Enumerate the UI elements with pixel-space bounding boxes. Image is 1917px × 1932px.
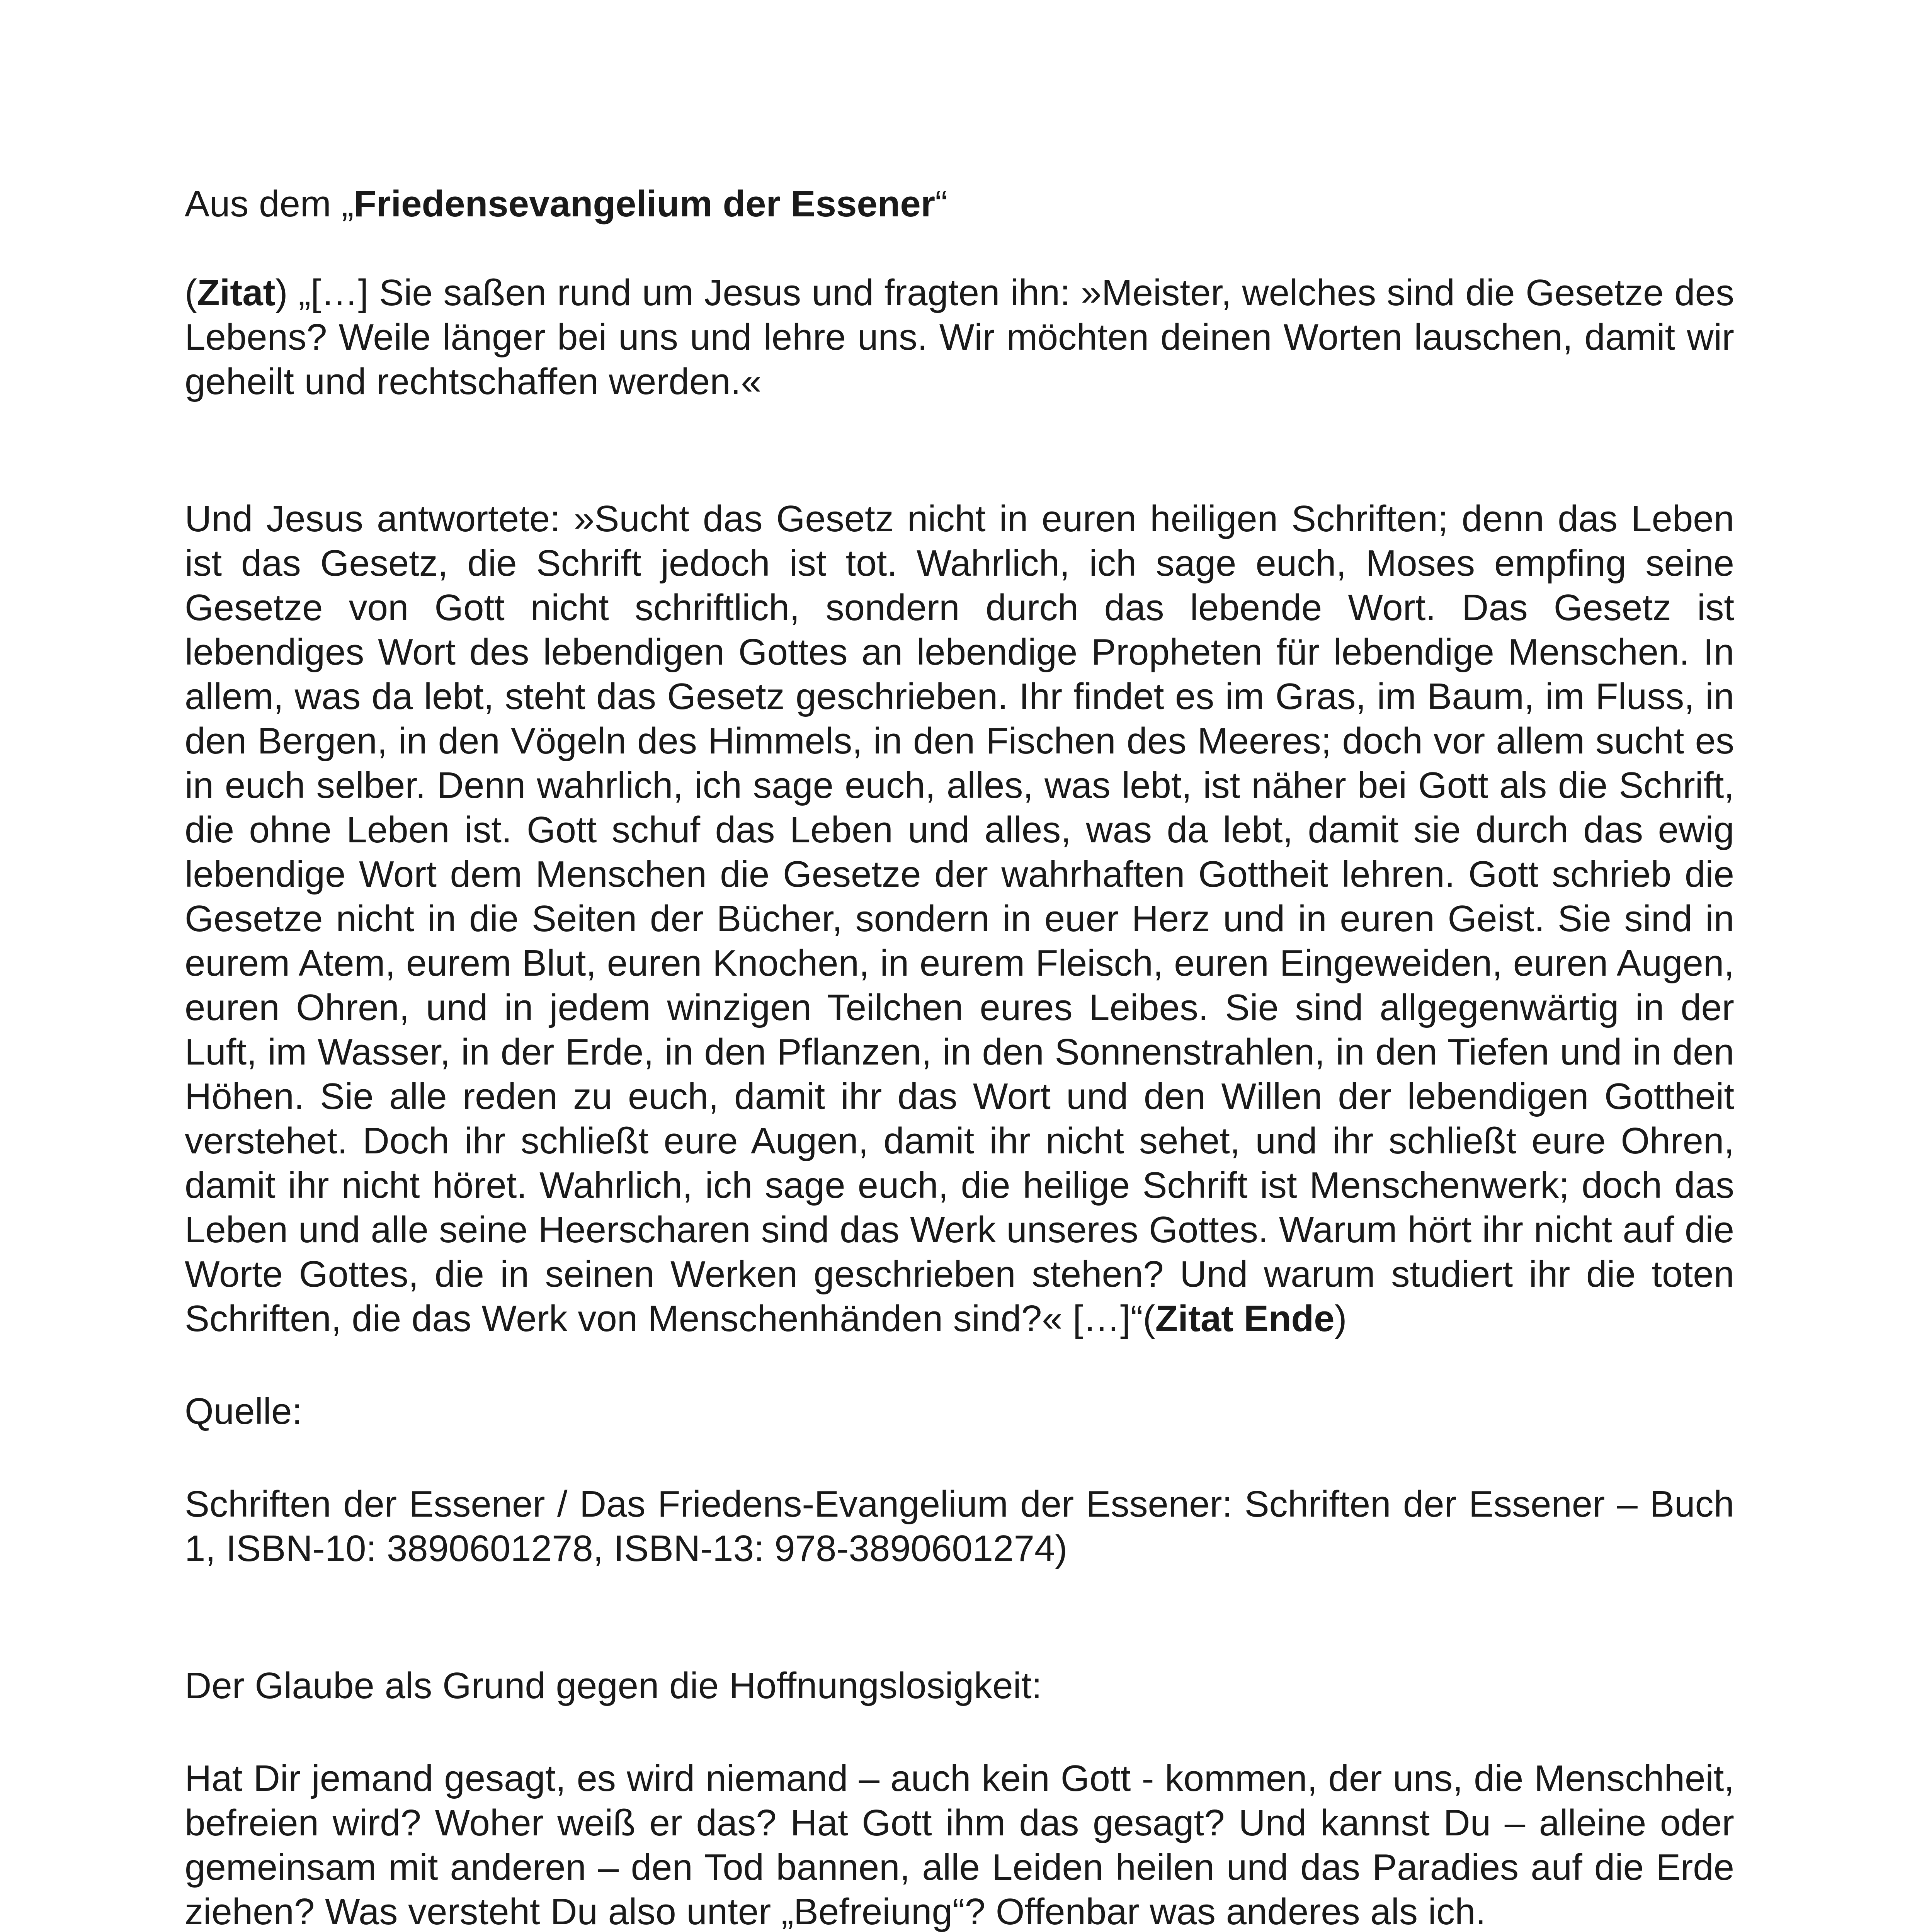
document-body [185,182,1734,1932]
quote-intro-paragraph [185,270,1734,404]
heading-suffix: “ [935,183,948,224]
quote-end-label: Zitat Ende [1155,1298,1335,1339]
source-label: Quelle: [185,1391,303,1432]
document-heading [185,182,1734,226]
faith-heading: Der Glaube als Grund gegen die Hoffnungslosigkeit: [185,1665,1042,1706]
quote-intro-text: ) „[…] Sie saßen rund um Jesus und fragten ihn: »Meister, welches sind die Gesetze des Lebens? Weile länger bei uns und lehre uns. Wir möchten deinen Worten lauschen, damit wir geheilt und rechtschaffen werden.« [185,272,1734,402]
quote-main-text: Und Jesus antwortete: »Sucht das Gesetz nicht in euren heiligen Schriften; denn das Leben ist das Gesetz, die Schrift jedoch ist tot. Wahrlich, ich sage euch, Moses empfing seine Gesetze von Gott nicht schriftlich, sondern durch das lebende Wort. Das Gesetz ist lebendiges Wort des lebendigen Gottes an lebendige Propheten für lebendige Menschen. In allem, was da lebt, steht das Gesetz geschrieben. Ihr findet es im Gras, im Baum, im Fluss, in den Bergen, in den Vögeln des Himmels, in den Fischen des Meeres; doch vor allem sucht es in euch selber. Denn wahrlich, ich sage euch, alles, was lebt, ist näher bei Gott als die Schrift, die ohne Leben ist. Gott schuf das Leben und alles, was da lebt, damit sie durch das ewig lebendige Wort dem Menschen die Gesetze der wahrhaften Gottheit lehren. Gott schrieb die Gesetze nicht in die Seiten der Bücher, sondern in euer Herz und in euren Geist. Sie sind in eurem Atem, eurem Blut, euren Knochen, in eurem Fleisch, euren Eingeweiden, euren Augen, euren Ohren, und in jedem winzigen Teilchen eures Leibes. Sie sind allgegenwärtig in der Luft, im Wasser, in der Erde, in den Pflanzen, in den Sonnenstrahlen, in den Tiefen und in den Höhen. Sie alle reden zu euch, damit ihr das Wort und den Willen der lebendigen Gottheit verstehet. Doch ihr schließt eure Augen, damit ihr nicht sehet, und ihr schließt eure Ohren, damit ihr nicht höret. Wahrlich, ich sage euch, die heilige Schrift ist Menschenwerk; doch das Leben und alle seine Heerscharen sind das Werk unseres Gottes. Warum hört ihr nicht auf die Worte Gottes, die in seinen Werken geschrieben stehen? Und warum studiert ihr die toten Schriften, die das Werk von Menschenhänden sind?« […]“( [185,498,1734,1339]
faith-paragraph: Hat Dir jemand gesagt, es wird niemand – auch kein Gott - kommen, der uns, die Menschheit, befreien wird? Woher weiß er das? Hat Gott ihm das gesagt? Und kannst Du – alleine oder gemeinsam mit anderen – den Tod bannen, alle Leiden heilen und das Paradies auf die Erde ziehen? Was versteht Du also unter „Befreiung“? Offenbar was anderes als ich. [185,1758,1734,1932]
source-citation: Schriften der Essener / Das Friedens-Evangelium der Essener: Schriften der Essener – Buch 1, ISBN-10: 3890601278, ISBN-13: 978-3890601274) [185,1483,1734,1569]
quote-main-paragraph [185,497,1734,1341]
heading-prefix: Aus dem „ [185,183,354,224]
quote-open-paren: ( [185,272,197,313]
heading-title: Friedensevangelium der Essener [354,183,936,224]
quote-close-paren: ) [1334,1298,1347,1339]
quote-label: Zitat [197,272,276,313]
